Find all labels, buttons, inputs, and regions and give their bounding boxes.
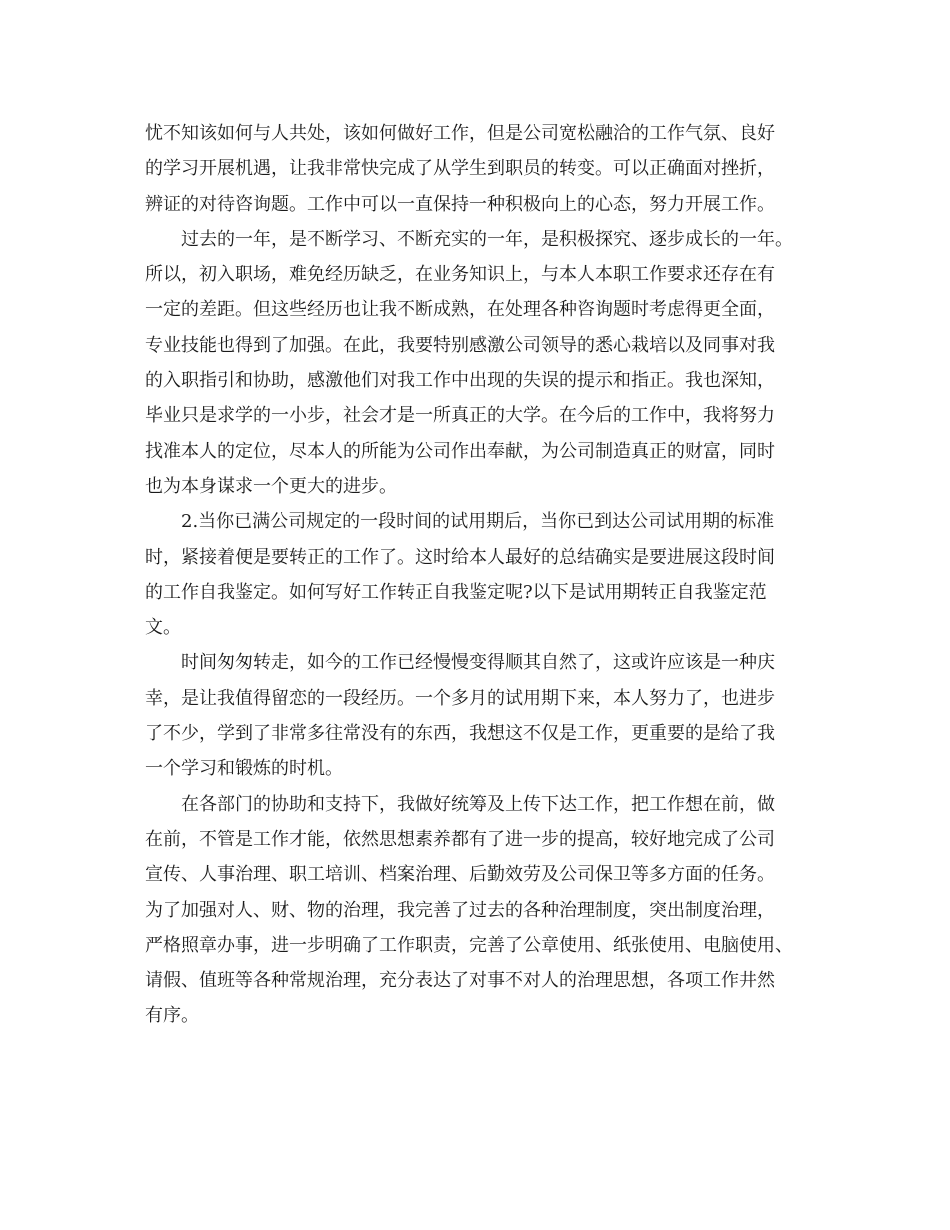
text-line-6: 一定的差距。但这些经历也让我不断成熟，在处理各种咨询题时考虑得更全面， [145, 299, 775, 321]
text-line-11: 也为本身谋求一个更大的进步。 [145, 475, 397, 497]
text-line-17: 幸，是让我值得留恋的一段经历。一个多月的试用期下来，本人努力了，也进步 [145, 687, 775, 709]
text-line-7: 专业技能也得到了加强。在此，我要特别感激公司领导的悉心栽培以及同事对我 [145, 334, 775, 356]
text-line-2: 的学习开展机遇，让我非常快完成了从学生到职员的转变。可以正确面对挫折， [145, 158, 775, 180]
document-body [145, 116, 825, 1034]
text-line-26: 有序。 [145, 1005, 199, 1027]
text-line-8: 的入职指引和协助，感激他们对我工作中出现的失误的提示和指正。我也深知， [145, 370, 775, 392]
text-line-18: 了不少，学到了非常多往常没有的东西，我想这不仅是工作，更重要的是给了我 [145, 723, 775, 745]
text-line-4: 过去的一年，是不断学习、不断充实的一年，是积极探究、逐步成长的一年。 [181, 228, 793, 250]
text-line-23: 为了加强对人、财、物的治理，我完善了过去的各种治理制度，突出制度治理， [145, 899, 775, 921]
text-line-21: 在前，不管是工作才能，依然思想素养都有了进一步的提高，较好地完成了公司 [145, 828, 775, 850]
text-line-16: 时间匆匆转走，如今的工作已经慢慢变得顺其自然了，这或许应该是一种庆 [181, 652, 775, 674]
text-line-19: 一个学习和锻炼的时机。 [145, 758, 343, 780]
text-line-3: 辨证的对待咨询题。工作中可以一直保持一种积极向上的心态，努力开展工作。 [145, 193, 775, 215]
text-line-14: 的工作自我鉴定。如何写好工作转正自我鉴定呢?以下是试用期转正自我鉴定范 [145, 581, 767, 603]
text-line-5: 所以，初入职场，难免经历缺乏，在业务知识上，与本人本职工作要求还存在有 [145, 264, 775, 286]
text-line-1: 忧不知该如何与人共处，该如何做好工作，但是公司宽松融洽的工作气氛、良好 [145, 123, 775, 144]
text-line-22: 宣传、人事治理、职工培训、档案治理、后勤效劳及公司保卫等多方面的任务。 [145, 864, 775, 886]
text-line-25: 请假、值班等各种常规治理，充分表达了对事不对人的治理思想，各项工作井然 [145, 970, 775, 992]
text-line-13: 时，紧接着便是要转正的工作了。这时给本人最好的总结确实是要进展这段时间 [145, 546, 775, 568]
text-line-10: 找准本人的定位，尽本人的所能为公司作出奉献，为公司制造真正的财富，同时 [145, 440, 775, 462]
text-line-20: 在各部门的协助和支持下，我做好统筹及上传下达工作，把工作想在前，做 [181, 793, 775, 815]
text-line-12: 2.当你已满公司规定的一段时间的试用期后，当你已到达公司试用期的标准 [181, 511, 775, 533]
text-line-15: 文。 [145, 617, 181, 639]
text-line-24: 严格照章办事，进一步明确了工作职责，完善了公章使用、纸张使用、电脑使用、 [145, 934, 793, 956]
text-line-9: 毕业只是求学的一小步，社会才是一所真正的大学。在今后的工作中，我将努力 [145, 405, 775, 427]
